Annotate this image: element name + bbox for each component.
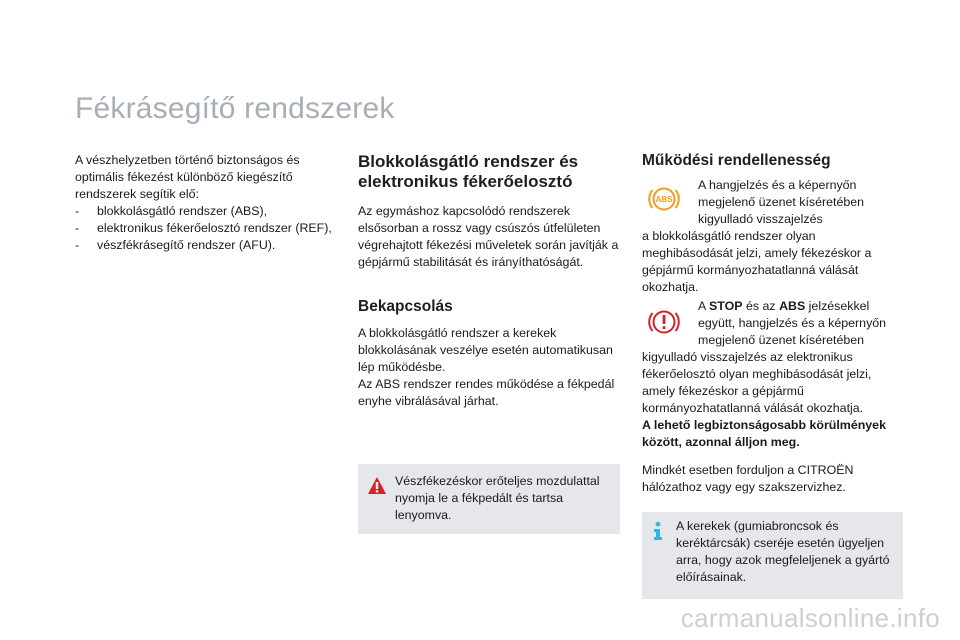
watermark: carmanualsonline.info [680, 603, 940, 633]
abs-line1: A hangjelzés és a képernyőn [698, 178, 857, 192]
activation-section [358, 298, 620, 410]
info-box [642, 512, 903, 599]
intro-section [75, 152, 345, 254]
stop-line1 [642, 298, 904, 315]
list-item: - vészfékrásegítő rendszer (AFU). [75, 237, 345, 254]
activation-body1: A blokkolásgátló rendszer a kerekek blokkolásának veszélye esetén automatikusan lép működésbe. [358, 326, 613, 374]
list-item: - blokkolásgátló rendszer (ABS), [75, 203, 345, 220]
intro-list [75, 203, 345, 254]
abs-malfunction-text [642, 177, 904, 296]
stop-line3: megjelenő üzenet kíséretében [698, 333, 865, 347]
activation-heading: Bekapcsolás [358, 298, 453, 315]
warning-icon [367, 476, 387, 496]
stop-word: STOP [709, 299, 743, 313]
warning-box [358, 464, 620, 534]
contact-text: Mindkét esetben forduljon a CITROËN hálózathoz vagy egy szakszervizhez. [642, 463, 854, 494]
abs-line3: kigyulladó visszajelzés [698, 212, 823, 226]
abs-line2: megjelenő üzenet kíséretében [698, 195, 865, 209]
abs-malfunction-intro [642, 177, 904, 228]
stop-line2: együtt, hangjelzés és a képernyőn [698, 316, 887, 330]
abs-word: ABS [779, 299, 806, 313]
abs-heading-line2: elektronikus fékerőelosztó [358, 172, 573, 191]
stop-malfunction-bold: A lehető legbiztonságosabb körülmények között, azonnal álljon meg. [642, 418, 886, 449]
stop-mid: és az [742, 299, 780, 313]
abs-section-body: Az egymáshoz kapcsolódó rendszerek elsősorban a rossz vagy csúszós útfelületen végrehajtott fékezési műveletek során javítják a gépjármű stabilitását és irányíthatóságát. [358, 204, 619, 269]
warning-text: Vészfékezéskor erőteljes mozdulattal nyomja le a fékpedált és tartsa lenyomva. [395, 474, 600, 522]
stop-malfunction-text [642, 298, 904, 451]
activation-body2: Az ABS rendszer rendes működése a fékpedál enyhe vibrálásával járhat. [358, 377, 615, 408]
intro-text: A vészhelyzetben történő biztonságos és optimális fékezést különböző kiegészítő rendszerek segítik elő: [75, 153, 300, 201]
page-title: Fékrásegítő rendszerek [75, 92, 395, 125]
abs-icon-label: ABS [655, 195, 673, 204]
malfunction-heading: Működési rendellenesség [642, 152, 831, 169]
abs-malfunction-rest: a blokkolásgátló rendszer olyan meghibásodását jelzi, amely fékezéskor a gépjármű kormányozhatatlanná válását okozhatja. [642, 229, 872, 294]
list-item: - elektronikus fékerőelosztó rendszer (REF), [75, 220, 345, 237]
stop-malfunction-intro [642, 298, 904, 349]
abs-section-heading [358, 152, 620, 192]
stop-post: jelzésekkel [805, 299, 870, 313]
abs-heading-line1: Blokkolásgátló rendszer és [358, 152, 579, 171]
info-icon [649, 521, 667, 541]
stop-malfunction-rest: kigyulladó visszajelzés az elektronikus fékerőelosztó olyan meghibásodását jelzi, amely fékezéskor a gépjármű kormányozhatatlanná válását okozhatja. [642, 350, 872, 415]
abs-section [358, 152, 620, 271]
stop-pre: A [698, 299, 710, 313]
info-text: A kerekek (gumiabroncsok és keréktárcsák) cseréje esetén ügyeljen arra, hogy azok megfeleljenek a gyártó előírásainak. [676, 519, 890, 584]
